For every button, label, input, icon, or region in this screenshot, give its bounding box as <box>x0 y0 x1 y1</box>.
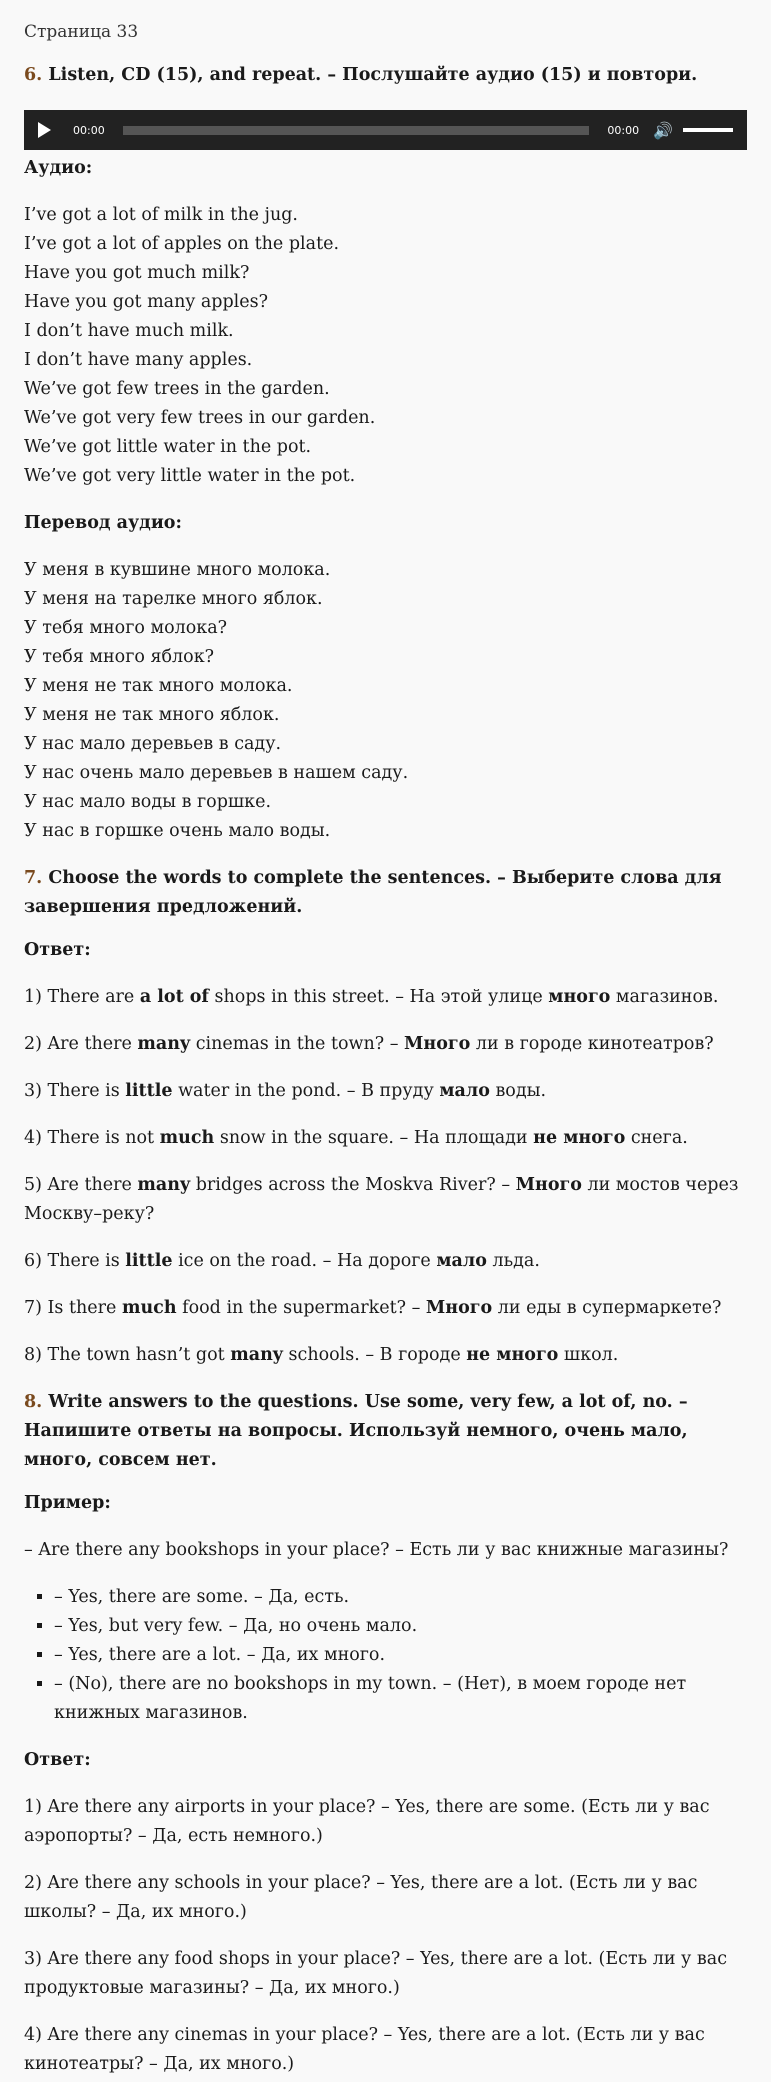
audio-progress-bar[interactable] <box>123 126 590 135</box>
task-8-example-list <box>24 1583 747 1728</box>
transcript-line: Have you got many apples? <box>24 292 268 312</box>
task-6-text: Listen, CD (15), and repeat. – Послушайте аудио (15) и повтори. <box>42 65 698 85</box>
translation-line: У нас мало деревьев в саду. <box>24 734 282 754</box>
example-bullet-item: ▪ – Yes, but very few. – Да, но очень мало. <box>54 1612 747 1641</box>
answer-keyword: Много <box>425 1298 493 1318</box>
answer-text: food in the supermarket? – <box>176 1298 426 1318</box>
task-7-answer-item <box>24 983 747 1012</box>
example-bullet-item: ▪ – (No), there are no bookshops in my town. – (Нет), в моем городе нет книжных магазинов. <box>54 1670 747 1728</box>
answer-keyword: little <box>125 1251 173 1271</box>
answer-text: ли мостов через Москву–реку? <box>24 1175 739 1224</box>
transcript-line: We’ve got very few trees in our garden. <box>24 408 376 428</box>
task-7-answer-label: Ответ: <box>24 940 91 960</box>
answer-text: shops in this street. – На этой улице <box>208 987 549 1007</box>
task-7-answer-item <box>24 1030 747 1059</box>
answer-keyword: много <box>548 987 611 1007</box>
audio-transcript <box>24 201 747 491</box>
answer-text: snow in the square. – На площади <box>214 1128 534 1148</box>
answer-text: 5) Are there <box>24 1175 138 1195</box>
task-8-example-question: – Are there any bookshops in your place? – Есть ли у вас книжные магазины? <box>24 1540 729 1560</box>
answer-text: снега. <box>625 1128 688 1148</box>
answer-keyword: Много <box>404 1034 471 1054</box>
task-8-text: Write answers to the questions. Use some, very few, a lot of, no. – Напишите ответы на вопросы. Используй немного, очень мало, много, совсем нет. <box>24 1392 688 1470</box>
answer-text: 4) There is not <box>24 1128 160 1148</box>
answer-keyword: Много <box>515 1175 582 1195</box>
translation-line: У меня не так много яблок. <box>24 705 280 725</box>
answer-text: 6) There is <box>24 1251 126 1271</box>
task-7-text: Choose the words to complete the sentences. – Выберите слова для завершения предложений. <box>24 868 722 917</box>
task-8-answer-item: 1) Are there any airports in your place? – Yes, there are some. (Есть ли у вас аэропорты? – Да, есть немного.) <box>24 1797 710 1846</box>
answer-keyword: мало <box>439 1081 490 1101</box>
translation-line: У меня в кувшине много молока. <box>24 560 331 580</box>
current-time: 00:00 <box>73 123 105 137</box>
transcript-line: I’ve got a lot of milk in the jug. <box>24 205 298 225</box>
translation-line: У нас мало воды в горшке. <box>24 792 272 812</box>
translation-line: У нас очень мало деревьев в нашем саду. <box>24 763 409 783</box>
answer-text: магазинов. <box>610 987 719 1007</box>
duration-time: 00:00 <box>607 123 640 137</box>
task-8-answer-item: 2) Are there any schools in your place? – Yes, there are a lot. (Есть ли у вас школы? – Да, их много.) <box>24 1873 698 1922</box>
task-8-answer-item: 3) Are there any food shops in your place? – Yes, there are a lot. (Есть ли у вас продуктовые магазины? – Да, их много.) <box>24 1949 727 1998</box>
task-7-answer-item <box>24 1341 747 1370</box>
answer-text: льда. <box>486 1251 540 1271</box>
answer-keyword: не много <box>533 1128 626 1148</box>
task-7-answers <box>24 983 747 1370</box>
answer-text: bridges across the Moskva River? – <box>190 1175 516 1195</box>
volume-slider[interactable] <box>683 128 733 132</box>
answer-keyword: не много <box>466 1345 559 1365</box>
transcript-line: Have you got much milk? <box>24 263 250 283</box>
answer-keyword: a lot of <box>139 987 209 1007</box>
answer-keyword: many <box>137 1175 191 1195</box>
answer-text: ли в городе кинотеатров? <box>470 1034 714 1054</box>
transcript-line: I don’t have much milk. <box>24 321 234 341</box>
task-7-answer-item <box>24 1294 747 1323</box>
translation-line: У тебя много яблок? <box>24 647 215 667</box>
answer-keyword: much <box>121 1298 177 1318</box>
transcript-line: We’ve got few trees in the garden. <box>24 379 330 399</box>
task-6-number: 6. <box>24 65 43 85</box>
task-8-number: 8. <box>24 1392 43 1412</box>
answer-keyword: мало <box>436 1251 487 1271</box>
answer-text: 3) There is <box>24 1081 126 1101</box>
answer-text: 7) Is there <box>24 1298 122 1318</box>
transcript-line: We’ve got little water in the pot. <box>24 437 312 457</box>
task-8-answers <box>24 1793 747 2079</box>
transcript-line: We’ve got very little water in the pot. <box>24 466 356 486</box>
task-7-heading <box>24 864 747 922</box>
answer-text: 8) The town hasn’t got <box>24 1345 231 1365</box>
task-7-answer-item <box>24 1247 747 1276</box>
answer-text: воды. <box>489 1081 547 1101</box>
answer-text: ли еды в супермаркете? <box>492 1298 722 1318</box>
task-8-example-label: Пример: <box>24 1493 111 1513</box>
task-8-answer-item: 4) Are there any cinemas in your place? – Yes, there are a lot. (Есть ли у вас кинотеатры? – Да, их много.) <box>24 2025 705 2074</box>
play-icon[interactable] <box>38 122 51 138</box>
translation-line: У меня не так много молока. <box>24 676 293 696</box>
answer-text: 1) There are <box>24 987 140 1007</box>
transcript-line: I’ve got a lot of apples on the plate. <box>24 234 340 254</box>
task-8-answer-label: Ответ: <box>24 1750 91 1770</box>
answer-text: cinemas in the town? – <box>190 1034 405 1054</box>
translation-line: У тебя много молока? <box>24 618 228 638</box>
task-7-answer-item <box>24 1124 747 1153</box>
example-bullet-item: ▪ – Yes, there are some. – Да, есть. <box>54 1583 747 1612</box>
answer-text: schools. – В городе <box>282 1345 467 1365</box>
task-7-answer-item <box>24 1171 747 1229</box>
answer-keyword: little <box>125 1081 173 1101</box>
page-number-label: Страница 33 <box>24 22 139 42</box>
translation-label: Перевод аудио: <box>24 513 182 533</box>
transcript-line: I don’t have many apples. <box>24 350 253 370</box>
audio-translation <box>24 556 747 846</box>
answer-text: ice on the road. – На дороге <box>172 1251 437 1271</box>
audio-label: Аудио: <box>24 158 93 178</box>
volume-icon[interactable]: 🔊 <box>653 120 673 140</box>
answer-text: 2) Are there <box>24 1034 138 1054</box>
translation-line: У меня на тарелке много яблок. <box>24 589 323 609</box>
example-bullet-item: ▪ – Yes, there are a lot. – Да, их много. <box>54 1641 747 1670</box>
task-7-answer-item <box>24 1077 747 1106</box>
translation-line: У нас в горшке очень мало воды. <box>24 821 331 841</box>
task-8-heading <box>24 1388 747 1475</box>
volume-slider-fill <box>683 128 733 132</box>
task-7-number: 7. <box>24 868 43 888</box>
answer-keyword: many <box>137 1034 191 1054</box>
answer-keyword: much <box>159 1128 215 1148</box>
audio-player <box>24 110 747 150</box>
answer-text: школ. <box>558 1345 619 1365</box>
task-6-heading <box>24 61 747 90</box>
answer-text: water in the pond. – В пруду <box>172 1081 440 1101</box>
answer-keyword: many <box>230 1345 283 1365</box>
